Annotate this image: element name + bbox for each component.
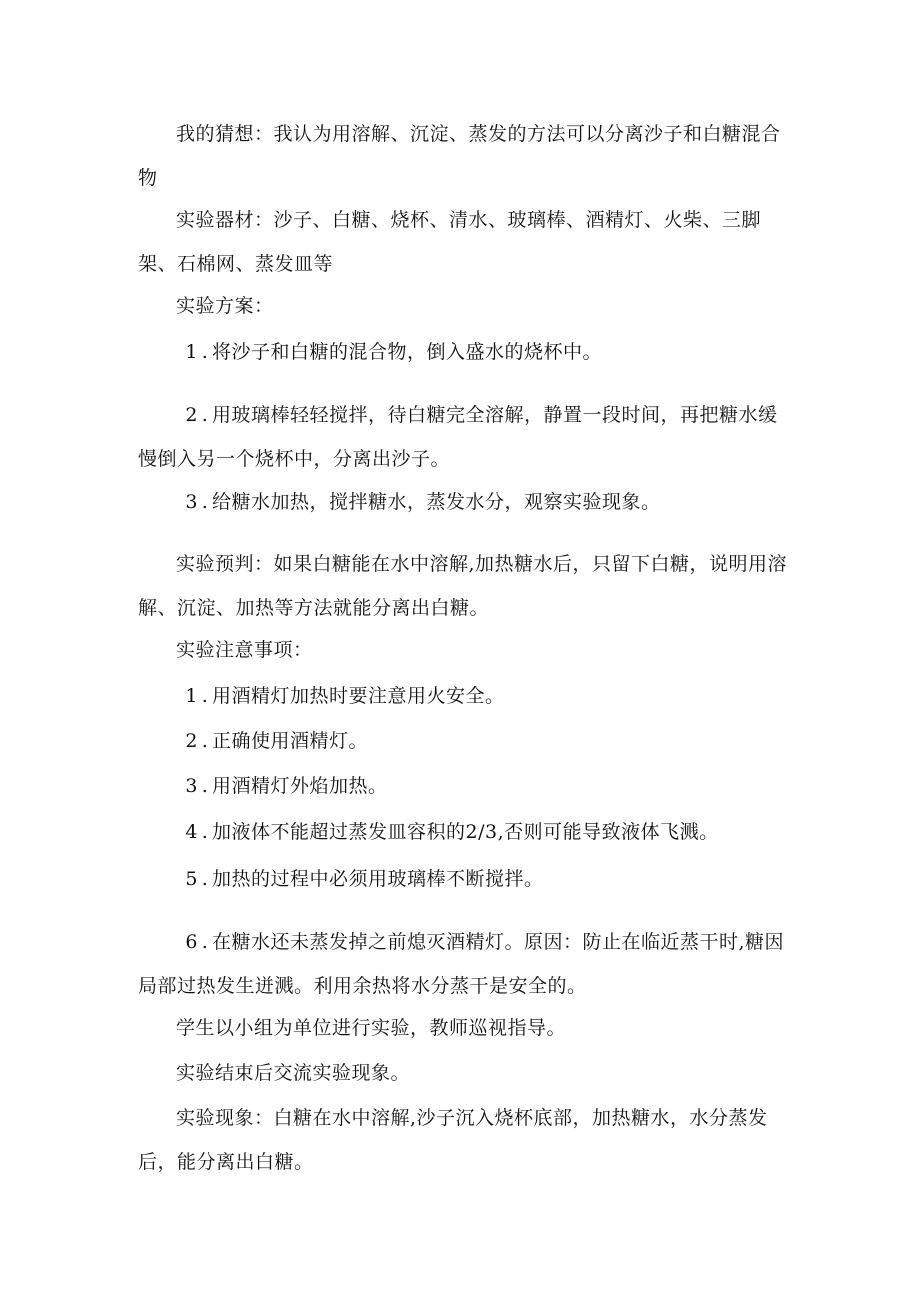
plan-title: 实验方案：: [176, 295, 274, 317]
plan-step: 2 . 用玻璃棒轻轻搅拌，待白糖完全溶解，静置一段时间，再把糖水缓慢倒入另一个烧杯中，分离出沙子。: [138, 404, 778, 470]
paragraph-guess: 我的猜想：我认为用溶解、沉淀、蒸发的方法可以分离沙子和白糖混合物: [138, 123, 781, 189]
plan-step: 3 . 给糖水加热，搅拌糖水，蒸发水分，观察实验现象。: [185, 491, 661, 513]
paragraph-phenomenon: 实验现象：白糖在水中溶解,沙子沉入烧杯底部，加热糖水，水分蒸发后，能分离出白糖。: [138, 1107, 768, 1173]
paragraph-materials: 实验器材：沙子、白糖、烧杯、清水、玻璃棒、酒精灯、火柴、三脚架、石棉网、蒸发皿等: [138, 209, 762, 275]
paragraph-prediction: 实验预判：如果白糖能在水中溶解,加热糖水后，只留下白糖，说明用溶解、沉淀、加热等方法就能分离出白糖。: [138, 553, 788, 619]
paragraph-after: 实验结束后交流实验现象。: [176, 1062, 411, 1084]
paragraph-group-work: 学生以小组为单位进行实验，教师巡视指导。: [176, 1017, 567, 1039]
note-item: 3 . 用酒精灯外焰加热。: [185, 775, 388, 797]
note-item: 2 . 正确使用酒精灯。: [185, 730, 369, 752]
note-item: 4 . 加液体不能超过蒸发皿容积的2/3,否则可能导致液体飞溅。: [185, 821, 719, 843]
note-item: 6 . 在糖水还未蒸发掉之前熄灭酒精灯。原因：防止在临近蒸干时,糖因局部过热发生迸溅。利用余热将水分蒸干是安全的。: [138, 931, 785, 997]
plan-step: 1 . 将沙子和白糖的混合物，倒入盛水的烧杯中。: [185, 341, 603, 363]
note-item: 1 . 用酒精灯加热时要注意用火安全。: [185, 685, 505, 707]
note-item: 5 . 加热的过程中必须用玻璃棒不断搅拌。: [185, 868, 544, 890]
notes-title: 实验注意事项：: [176, 639, 313, 661]
